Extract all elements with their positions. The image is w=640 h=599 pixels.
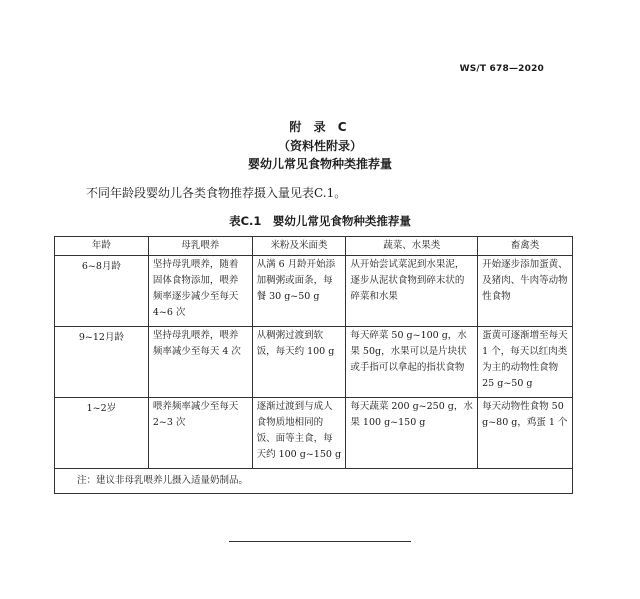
column-header-grains: 米粉及米面类 <box>252 237 346 256</box>
cell-veg-fruit: 每天蔬菜 200 g~250 g，水果 100 g~150 g <box>346 398 478 469</box>
column-header-veg-fruit: 蔬菜、水果类 <box>346 237 478 256</box>
table-title: 表C.1 婴幼儿常见食物种类推荐量 <box>229 214 411 228</box>
table-note: 注：建议非母乳喂养儿摄入适量奶制品。 <box>55 469 573 494</box>
food-recommendation-table <box>54 236 573 494</box>
cell-grains: 逐渐过渡到与成人食物质地相同的饭、面等主食，每天约 100 g~150 g <box>252 398 346 469</box>
cell-age: 9~12月龄 <box>55 327 149 398</box>
appendix-title: 附 录 C <box>289 120 351 134</box>
table-header-row <box>55 237 573 256</box>
intro-paragraph: 不同年龄段婴幼儿各类食物推荐摄入量见表C.1。 <box>86 186 347 200</box>
cell-breastfeeding: 坚持母乳喂养，随着固体食物添加，喂养频率逐步减少至每天 4~6 次 <box>148 256 252 327</box>
table-row <box>55 398 573 469</box>
column-header-meat: 畜禽类 <box>478 237 573 256</box>
appendix-name: 婴幼儿常见食物种类推荐量 <box>247 157 392 171</box>
cell-grains: 从满 6 月龄开始添加稠粥或面条，每餐 30 g~50 g <box>252 256 346 327</box>
end-divider <box>229 541 411 542</box>
cell-breastfeeding: 坚持母乳喂养，喂养频率减少至每天 4 次 <box>148 327 252 398</box>
cell-age: 6~8月龄 <box>55 256 149 327</box>
column-header-breastfeeding: 母乳喂养 <box>148 237 252 256</box>
table-row <box>55 327 573 398</box>
cell-meat: 开始逐步添加蛋黄、及猪肉、牛肉等动物性食物 <box>478 256 573 327</box>
column-header-age: 年龄 <box>55 237 149 256</box>
cell-grains: 从稠粥过渡到软饭，每天约 100 g <box>252 327 346 398</box>
cell-breastfeeding: 喂养频率减少至每天 2~3 次 <box>148 398 252 469</box>
table-note-row <box>55 469 573 494</box>
table-row <box>55 256 573 327</box>
cell-meat: 每天动物性食物 50 g~80 g，鸡蛋 1 个 <box>478 398 573 469</box>
cell-veg-fruit: 每天碎菜 50 g~100 g，水果 50g，水果可以是片块状或手指可以拿起的指状食物 <box>346 327 478 398</box>
standard-code: WS/T 678—2020 <box>459 64 544 74</box>
cell-veg-fruit: 从开始尝试菜泥到水果泥，逐步从泥状食物到碎末状的碎菜和水果 <box>346 256 478 327</box>
appendix-subtitle: （资料性附录） <box>277 138 362 153</box>
cell-meat: 蛋黄可逐渐增至每天 1 个，每天以红肉类为主的动物性食物 25 g~50 g <box>478 327 573 398</box>
cell-age: 1~2岁 <box>55 398 149 469</box>
appendix-heading <box>0 118 640 174</box>
